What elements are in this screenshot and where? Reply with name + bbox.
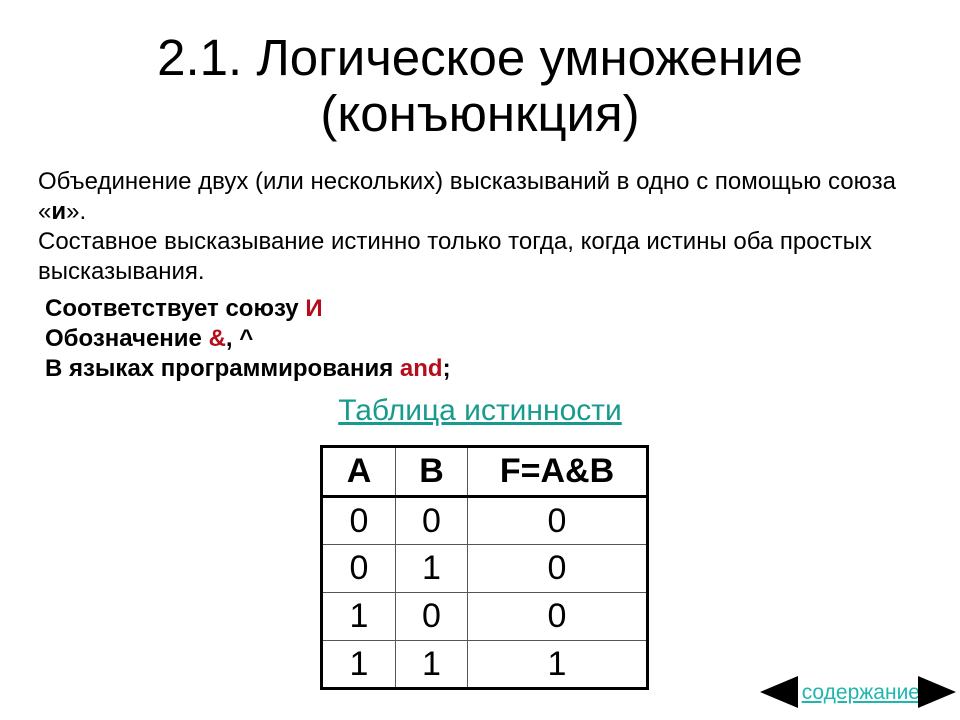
property-line-programming-text: В языках программирования [45, 355, 400, 382]
properties-block [45, 294, 905, 384]
definition-sentence-1-post: ». [66, 198, 87, 225]
property-line-programming-post: ; [442, 355, 451, 382]
truth-table-cell: 0 [396, 593, 468, 641]
slide-title [0, 30, 960, 142]
table-row [322, 545, 648, 593]
truth-table-cell: 0 [468, 545, 648, 593]
property-line-notation-accent: & [208, 325, 226, 352]
truth-table-heading-wrap [0, 394, 960, 428]
truth-table-header-a: A [322, 447, 396, 497]
slide-title-line2: (конъюнкция) [320, 85, 640, 142]
truth-table-cell: 1 [322, 641, 396, 689]
truth-table-cell: 0 [396, 497, 468, 545]
table-row [322, 593, 648, 641]
slide-navigation [760, 676, 956, 708]
truth-table-cell: 0 [322, 545, 396, 593]
next-slide-arrow-icon[interactable] [918, 676, 956, 708]
truth-table-header-b: B [396, 447, 468, 497]
definition-sentence-1 [38, 167, 940, 227]
table-row [322, 497, 648, 545]
truth-table-cell: 0 [468, 593, 648, 641]
definition-sentence-1-pre: Объединение двух (или нескольких) высказываний в одно с помощью союза « [38, 168, 896, 225]
truth-table-cell: 1 [396, 641, 468, 689]
truth-table-cell: 1 [396, 545, 468, 593]
slide-title-line1: 2.1. Логическое умножение [157, 29, 803, 86]
property-line-union-accent: И [305, 295, 323, 322]
truth-table-cell: 0 [322, 497, 396, 545]
truth-table-heading-link[interactable]: Таблица истинности [338, 394, 622, 427]
table-row [322, 641, 648, 689]
truth-table-header-f: F=A&B [468, 447, 648, 497]
truth-table-cell: 0 [468, 497, 648, 545]
property-line-notation-text: Обозначение [45, 325, 209, 352]
property-line-notation [45, 324, 905, 354]
previous-slide-arrow-icon[interactable] [760, 676, 798, 708]
property-line-union [45, 294, 905, 324]
definition-sentence-2: Составное высказывание истинно только тогда, когда истины оба простых высказывания. [38, 228, 872, 285]
truth-table [320, 445, 649, 690]
property-line-notation-post: , ^ [225, 325, 254, 352]
truth-table-cell: 1 [322, 593, 396, 641]
property-line-programming [45, 354, 905, 384]
property-line-programming-accent: and [399, 355, 443, 382]
definition-paragraph [38, 167, 940, 287]
truth-table-cell: 1 [468, 641, 648, 689]
contents-link[interactable]: содержание [801, 680, 920, 704]
definition-sentence-1-bold: и [51, 198, 67, 225]
truth-table-header-row [322, 447, 648, 497]
property-line-union-text: Соответствует союзу [45, 295, 306, 322]
